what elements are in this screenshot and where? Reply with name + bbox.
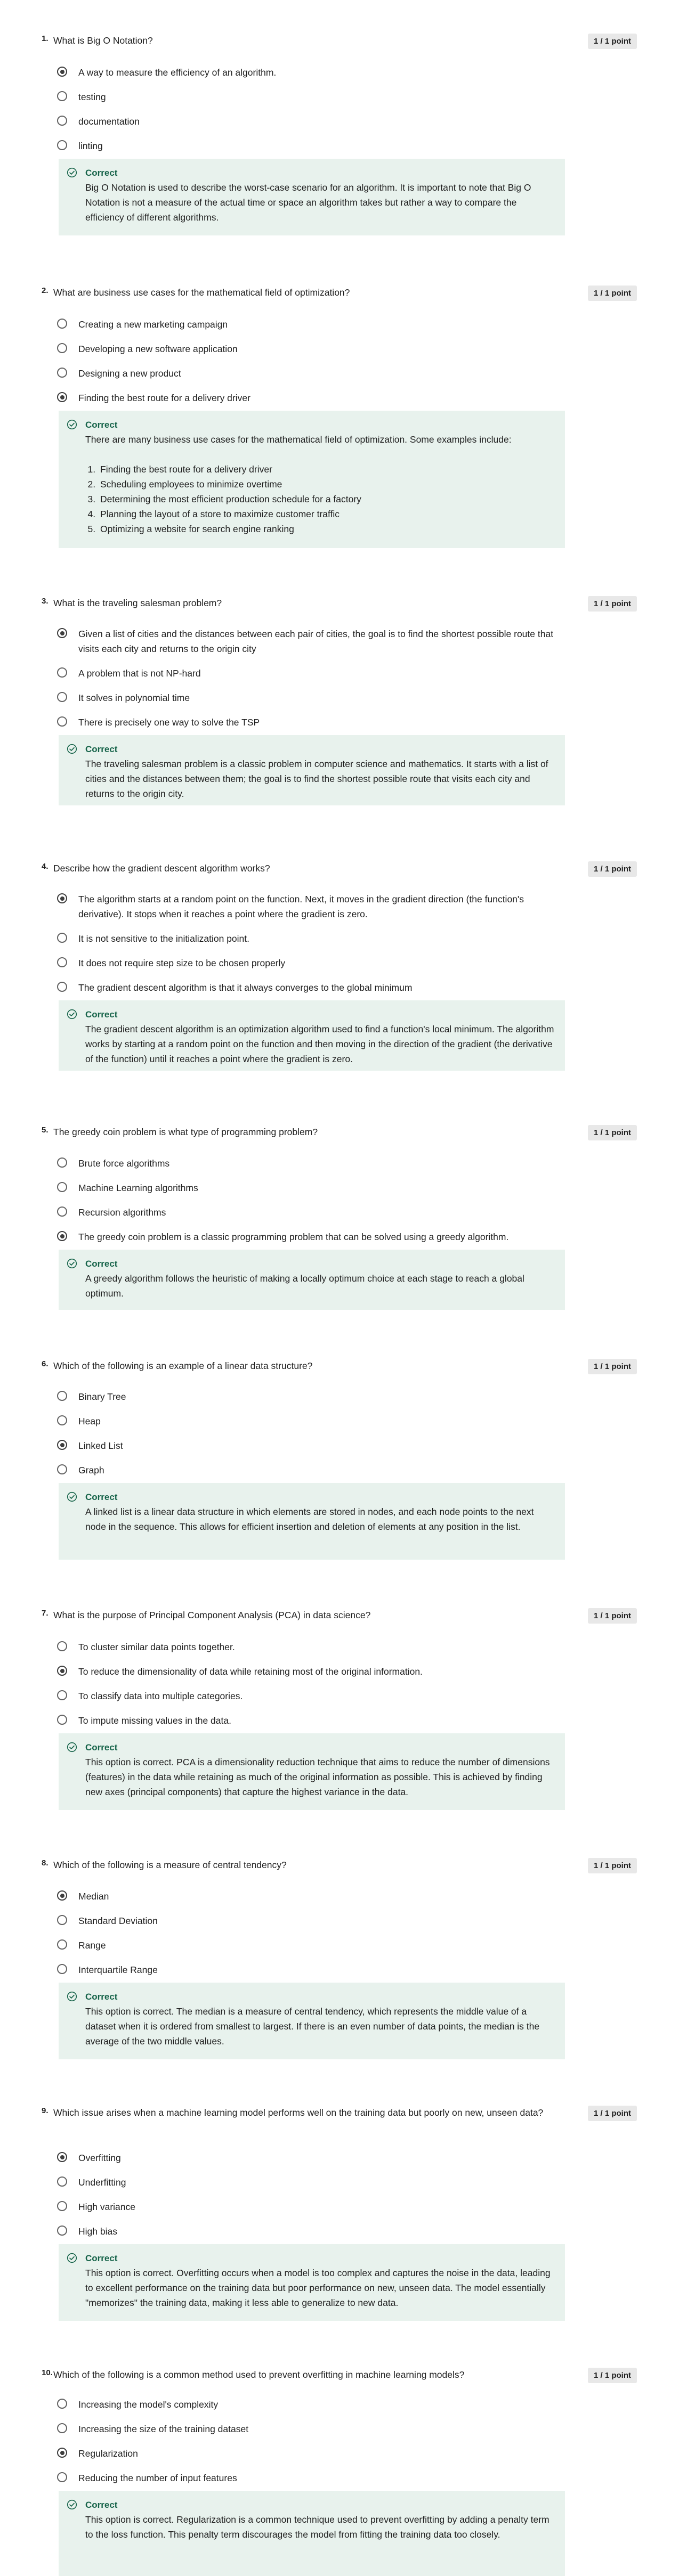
answer-option[interactable] [57,1889,569,1904]
feedback-panel [59,411,565,548]
radio-unselected-icon[interactable] [57,957,67,967]
answer-option[interactable] [57,341,569,356]
answer-option-label: The gradient descent algorithm is that it always converges to the global minimum [78,982,413,993]
radio-unselected-icon[interactable] [57,2472,67,2482]
radio-unselected-icon[interactable] [57,2423,67,2433]
feedback-panel [59,1250,565,1310]
check-circle-icon [67,2499,77,2510]
feedback-list-item: 2. Scheduling employees to minimize overtime [98,477,554,492]
points-badge: 1 / 1 point [588,1858,637,1873]
answer-option[interactable] [57,690,569,705]
feedback-panel [59,1733,565,1810]
feedback-list [85,462,554,536]
check-circle-icon [67,1009,77,1020]
feedback-panel [59,2491,565,2576]
feedback-text: The traveling salesman problem is a classic problem in computer science and mathematics. It starts with a list of cities and the distances between them; the goal is to find the shortest possible route that visits each city and returns to the origin city. [85,759,548,799]
question-text: What is the purpose of Principal Component Analysis (PCA) in data science? [53,1610,371,1620]
answer-option[interactable] [57,1156,569,1171]
question-text: Which of the following is a measure of central tendency? [53,1860,287,1870]
answer-option[interactable] [57,1414,569,1429]
check-circle-icon [67,744,77,754]
answer-option-label: testing [78,92,106,102]
answer-option-label: It does not require step size to be chosen properly [78,958,286,968]
question-text: Which of the following is a common method used to prevent overfitting in machine learning models? [53,2369,465,2380]
answer-option-label: Underfitting [78,2177,126,2188]
answer-option-label: Overfitting [78,2153,121,2163]
answer-option-label: It is not sensitive to the initialization point. [78,933,250,944]
radio-unselected-icon[interactable] [57,140,67,150]
answer-option-label: Reducing the number of input features [78,2473,237,2483]
answer-option-label: Median [78,1891,109,1902]
question-number: 1. [42,34,49,43]
feedback-text: This option is correct. Regularization is a common technique used to prevent overfitting by adding a penalty term to the loss function. This penalty term discourages the model from fitting the training data too closely. [85,2514,549,2540]
answer-option[interactable] [57,317,569,332]
check-circle-icon [67,419,77,430]
answer-option[interactable] [57,1962,569,1977]
answer-option[interactable] [57,956,569,971]
points-badge: 1 / 1 point [588,596,637,612]
question-text: The greedy coin problem is what type of programming problem? [53,1127,318,1137]
feedback-text: A greedy algorithm follows the heuristic of making a locally optimum choice at each stage to reach a global optimum. [85,1273,524,1299]
feedback-title: Correct [85,1259,118,1269]
radio-unselected-icon[interactable] [57,343,67,353]
feedback-title: Correct [85,168,118,178]
answer-option[interactable] [57,2446,569,2461]
points-badge: 1 / 1 point [588,1125,637,1140]
points-badge: 1 / 1 point [588,2368,637,2383]
answer-option-label: Creating a new marketing campaign [78,319,228,330]
answer-option[interactable] [57,2199,569,2214]
points-badge: 1 / 1 point [588,286,637,301]
question-text: Which issue arises when a machine learning model performs well on the training data but poorly on new, unseen data? [53,2107,544,2118]
answer-option-label: It solves in polynomial time [78,692,190,703]
answer-option-label: Graph [78,1465,104,1476]
radio-unselected-icon[interactable] [57,1915,67,1925]
points-badge: 1 / 1 point [588,861,637,877]
answer-option-label: To impute missing values in the data. [78,1715,231,1726]
answer-option[interactable] [57,715,569,730]
check-circle-icon [67,167,77,178]
answer-option[interactable] [57,138,569,153]
question-text: What is the traveling salesman problem? [53,598,222,608]
answer-option-label: Given a list of cities and the distances between each pair of cities, the goal is to find the shortest possible route that visits each city and returns to the origin city [78,629,554,654]
radio-unselected-icon[interactable] [57,1182,67,1192]
answer-option[interactable] [57,1938,569,1953]
feedback-text: The gradient descent algorithm is an optimization algorithm used to find a function's local minimum. The algorithm works by starting at a random point on the function and then moving in the direction of the gradient (the derivative of the function) until it reaches a point where the gradient is zero. [85,1024,554,1064]
question-text: Describe how the gradient descent algorithm works? [53,863,270,874]
radio-unselected-icon[interactable] [57,982,67,992]
question-number: 5. [42,1126,49,1135]
feedback-panel [59,1483,565,1560]
answer-option-label: Linked List [78,1440,123,1451]
question-number: 10. [42,2368,53,2377]
radio-selected-icon[interactable] [57,392,67,402]
radio-unselected-icon[interactable] [57,1715,67,1725]
answer-option-label: Regularization [78,2448,138,2459]
answer-option[interactable] [57,366,569,381]
feedback-title: Correct [85,1492,118,1502]
question-number: 3. [42,597,49,606]
question-text: What is Big O Notation? [53,35,153,46]
radio-unselected-icon[interactable] [57,933,67,943]
radio-selected-icon[interactable] [57,1666,67,1676]
feedback-title: Correct [85,420,118,430]
check-circle-icon [67,1742,77,1752]
feedback-text: This option is correct. PCA is a dimensionality reduction technique that aims to reduce the number of dimensions (features) in the data while retaining as much of the original information as possible. This is achieved by finding new axes (principal components) that capture the highest variance in the data. [85,1757,550,1797]
question-text: Which of the following is an example of a linear data structure? [53,1360,313,1371]
question-number: 7. [42,1609,49,1618]
radio-unselected-icon[interactable] [57,2201,67,2211]
radio-selected-icon[interactable] [57,1440,67,1450]
answer-option-label: Increasing the size of the training dataset [78,2424,249,2434]
radio-selected-icon[interactable] [57,2448,67,2458]
answer-option[interactable] [57,390,569,405]
answer-option[interactable] [57,89,569,104]
radio-unselected-icon[interactable] [57,116,67,126]
question-number: 2. [42,286,49,295]
feedback-text: This option is correct. Overfitting occurs when a model is too complex and captures the noise in the data, leading to excellent performance on the training data but poor performance on new, unseen data. The model essentially "memorizes" the training data, making it less able to generalize to new data. [85,2268,551,2308]
question-number: 8. [42,1858,49,1868]
feedback-panel [59,2244,565,2321]
radio-unselected-icon[interactable] [57,368,67,378]
answer-option-label: The algorithm starts at a random point on the function. Next, it moves in the gradient direction (the function's derivative). It stops when it reaches a point where the gradient is zero. [78,894,524,919]
answer-option-label: linting [78,141,103,151]
answer-option-label: Finding the best route for a delivery driver [78,393,250,403]
answer-option[interactable] [57,1180,569,1195]
answer-option[interactable] [57,2175,569,2190]
answer-option[interactable] [57,626,569,656]
answer-option-label: To reduce the dimensionality of data while retaining most of the original information. [78,1666,423,1677]
answer-option[interactable] [57,1438,569,1453]
answer-option-label: Interquartile Range [78,1964,158,1975]
radio-unselected-icon[interactable] [57,2399,67,2409]
radio-unselected-icon[interactable] [57,667,67,678]
answer-option[interactable] [57,1205,569,1220]
radio-unselected-icon[interactable] [57,1207,67,1217]
question-number: 4. [42,862,49,871]
question-number: 6. [42,1359,49,1368]
answer-option-label: Standard Deviation [78,1915,158,1926]
answer-option[interactable] [57,114,569,129]
answer-option-label: A way to measure the efficiency of an algorithm. [78,67,277,78]
points-badge: 1 / 1 point [588,34,637,49]
radio-selected-icon[interactable] [57,893,67,903]
answer-option-label: To classify data into multiple categories. [78,1691,243,1701]
answer-option-label: There is precisely one way to solve the TSP [78,717,260,728]
feedback-list-item: 3. Determining the most efficient production schedule for a factory [98,492,554,507]
check-circle-icon [67,2253,77,2263]
feedback-title: Correct [85,1992,118,2002]
answer-option[interactable] [57,65,569,80]
feedback-title: Correct [85,2253,118,2263]
radio-selected-icon[interactable] [57,1890,67,1901]
radio-selected-icon[interactable] [57,1231,67,1241]
feedback-title: Correct [85,744,118,754]
feedback-title: Correct [85,2500,118,2510]
feedback-text: Big O Notation is used to describe the worst-case scenario for an algorithm. It is important to note that Big O Notation is not a measure of the actual time or space an algorithm takes but rather a way to compare the efficiency of different algorithms. [85,182,531,223]
answer-option-label: Increasing the model's complexity [78,2399,219,2410]
answer-option[interactable] [57,1229,569,1244]
answer-option-label: Recursion algorithms [78,1207,166,1218]
answer-option-label: High variance [78,2202,135,2212]
radio-unselected-icon[interactable] [57,716,67,727]
radio-unselected-icon[interactable] [57,91,67,101]
feedback-text: A linked list is a linear data structure in which elements are stored in nodes, and each node points to the next node in the sequence. This allows for efficient insertion and deletion of elements at any position in the list. [85,1506,534,1532]
radio-unselected-icon[interactable] [57,1415,67,1425]
feedback-list-item: 5. Optimizing a website for search engine ranking [98,521,554,536]
answer-option-label: To cluster similar data points together. [78,1642,235,1652]
answer-option[interactable] [57,1913,569,1928]
radio-selected-icon[interactable] [57,67,67,77]
answer-option[interactable] [57,892,569,922]
feedback-list-item: 4. Planning the layout of a store to maximize customer traffic [98,507,554,521]
feedback-panel [59,735,565,805]
feedback-text: There are many business use cases for the mathematical field of optimization. Some examples include: [85,434,512,445]
answer-option-label: Heap [78,1416,101,1426]
radio-selected-icon[interactable] [57,2152,67,2162]
radio-unselected-icon[interactable] [57,1157,67,1168]
feedback-text: This option is correct. The median is a measure of central tendency, which represents the middle value of a dataset when it is ordered from smallest to largest. If there is an even number of data points, the median is the average of the two middle values. [85,2006,540,2047]
answer-option-label: Binary Tree [78,1391,126,1402]
question-text: What are business use cases for the mathematical field of optimization? [53,287,350,298]
radio-unselected-icon[interactable] [57,1964,67,1974]
radio-unselected-icon[interactable] [57,1641,67,1651]
answer-option-label: Machine Learning algorithms [78,1183,198,1193]
feedback-panel [59,159,565,235]
answer-option[interactable] [57,1640,569,1654]
answer-option[interactable] [57,666,569,681]
answer-option[interactable] [57,931,569,946]
answer-option-label: Brute force algorithms [78,1158,170,1169]
answer-option-label: documentation [78,116,140,127]
radio-unselected-icon[interactable] [57,1391,67,1401]
answer-option[interactable] [57,2471,569,2485]
answer-option[interactable] [57,1664,569,1679]
radio-selected-icon[interactable] [57,628,67,638]
check-circle-icon [67,1991,77,2002]
radio-unselected-icon[interactable] [57,2226,67,2236]
answer-option-label: Designing a new product [78,368,181,379]
answer-option-label: A problem that is not NP-hard [78,668,201,679]
points-badge: 1 / 1 point [588,1359,637,1374]
feedback-title: Correct [85,1742,118,1752]
radio-unselected-icon[interactable] [57,1690,67,1700]
answer-option[interactable] [57,2150,569,2165]
radio-unselected-icon[interactable] [57,692,67,702]
answer-option[interactable] [57,2422,569,2436]
answer-option[interactable] [57,2397,569,2412]
answer-option[interactable] [57,1713,569,1728]
feedback-list-item: 1. Finding the best route for a delivery driver [98,462,554,477]
feedback-title: Correct [85,1009,118,1020]
radio-unselected-icon[interactable] [57,2176,67,2187]
points-badge: 1 / 1 point [588,2106,637,2121]
answer-option-label: Range [78,1940,106,1951]
feedback-panel [59,1983,565,2059]
check-circle-icon [67,1258,77,1269]
answer-option[interactable] [57,2224,569,2239]
points-badge: 1 / 1 point [588,1608,637,1624]
radio-unselected-icon[interactable] [57,319,67,329]
answer-option[interactable] [57,1463,569,1478]
answer-option[interactable] [57,980,569,995]
answer-option[interactable] [57,1389,569,1404]
feedback-panel [59,1000,565,1071]
question-number: 9. [42,2106,49,2115]
answer-option-label: The greedy coin problem is a classic programming problem that can be solved using a greedy algorithm. [78,1232,509,1242]
answer-option-label: High bias [78,2226,117,2237]
check-circle-icon [67,1491,77,1502]
answer-option[interactable] [57,1689,569,1703]
radio-unselected-icon[interactable] [57,1464,67,1474]
answer-option-label: Developing a new software application [78,344,238,354]
radio-unselected-icon[interactable] [57,1939,67,1950]
